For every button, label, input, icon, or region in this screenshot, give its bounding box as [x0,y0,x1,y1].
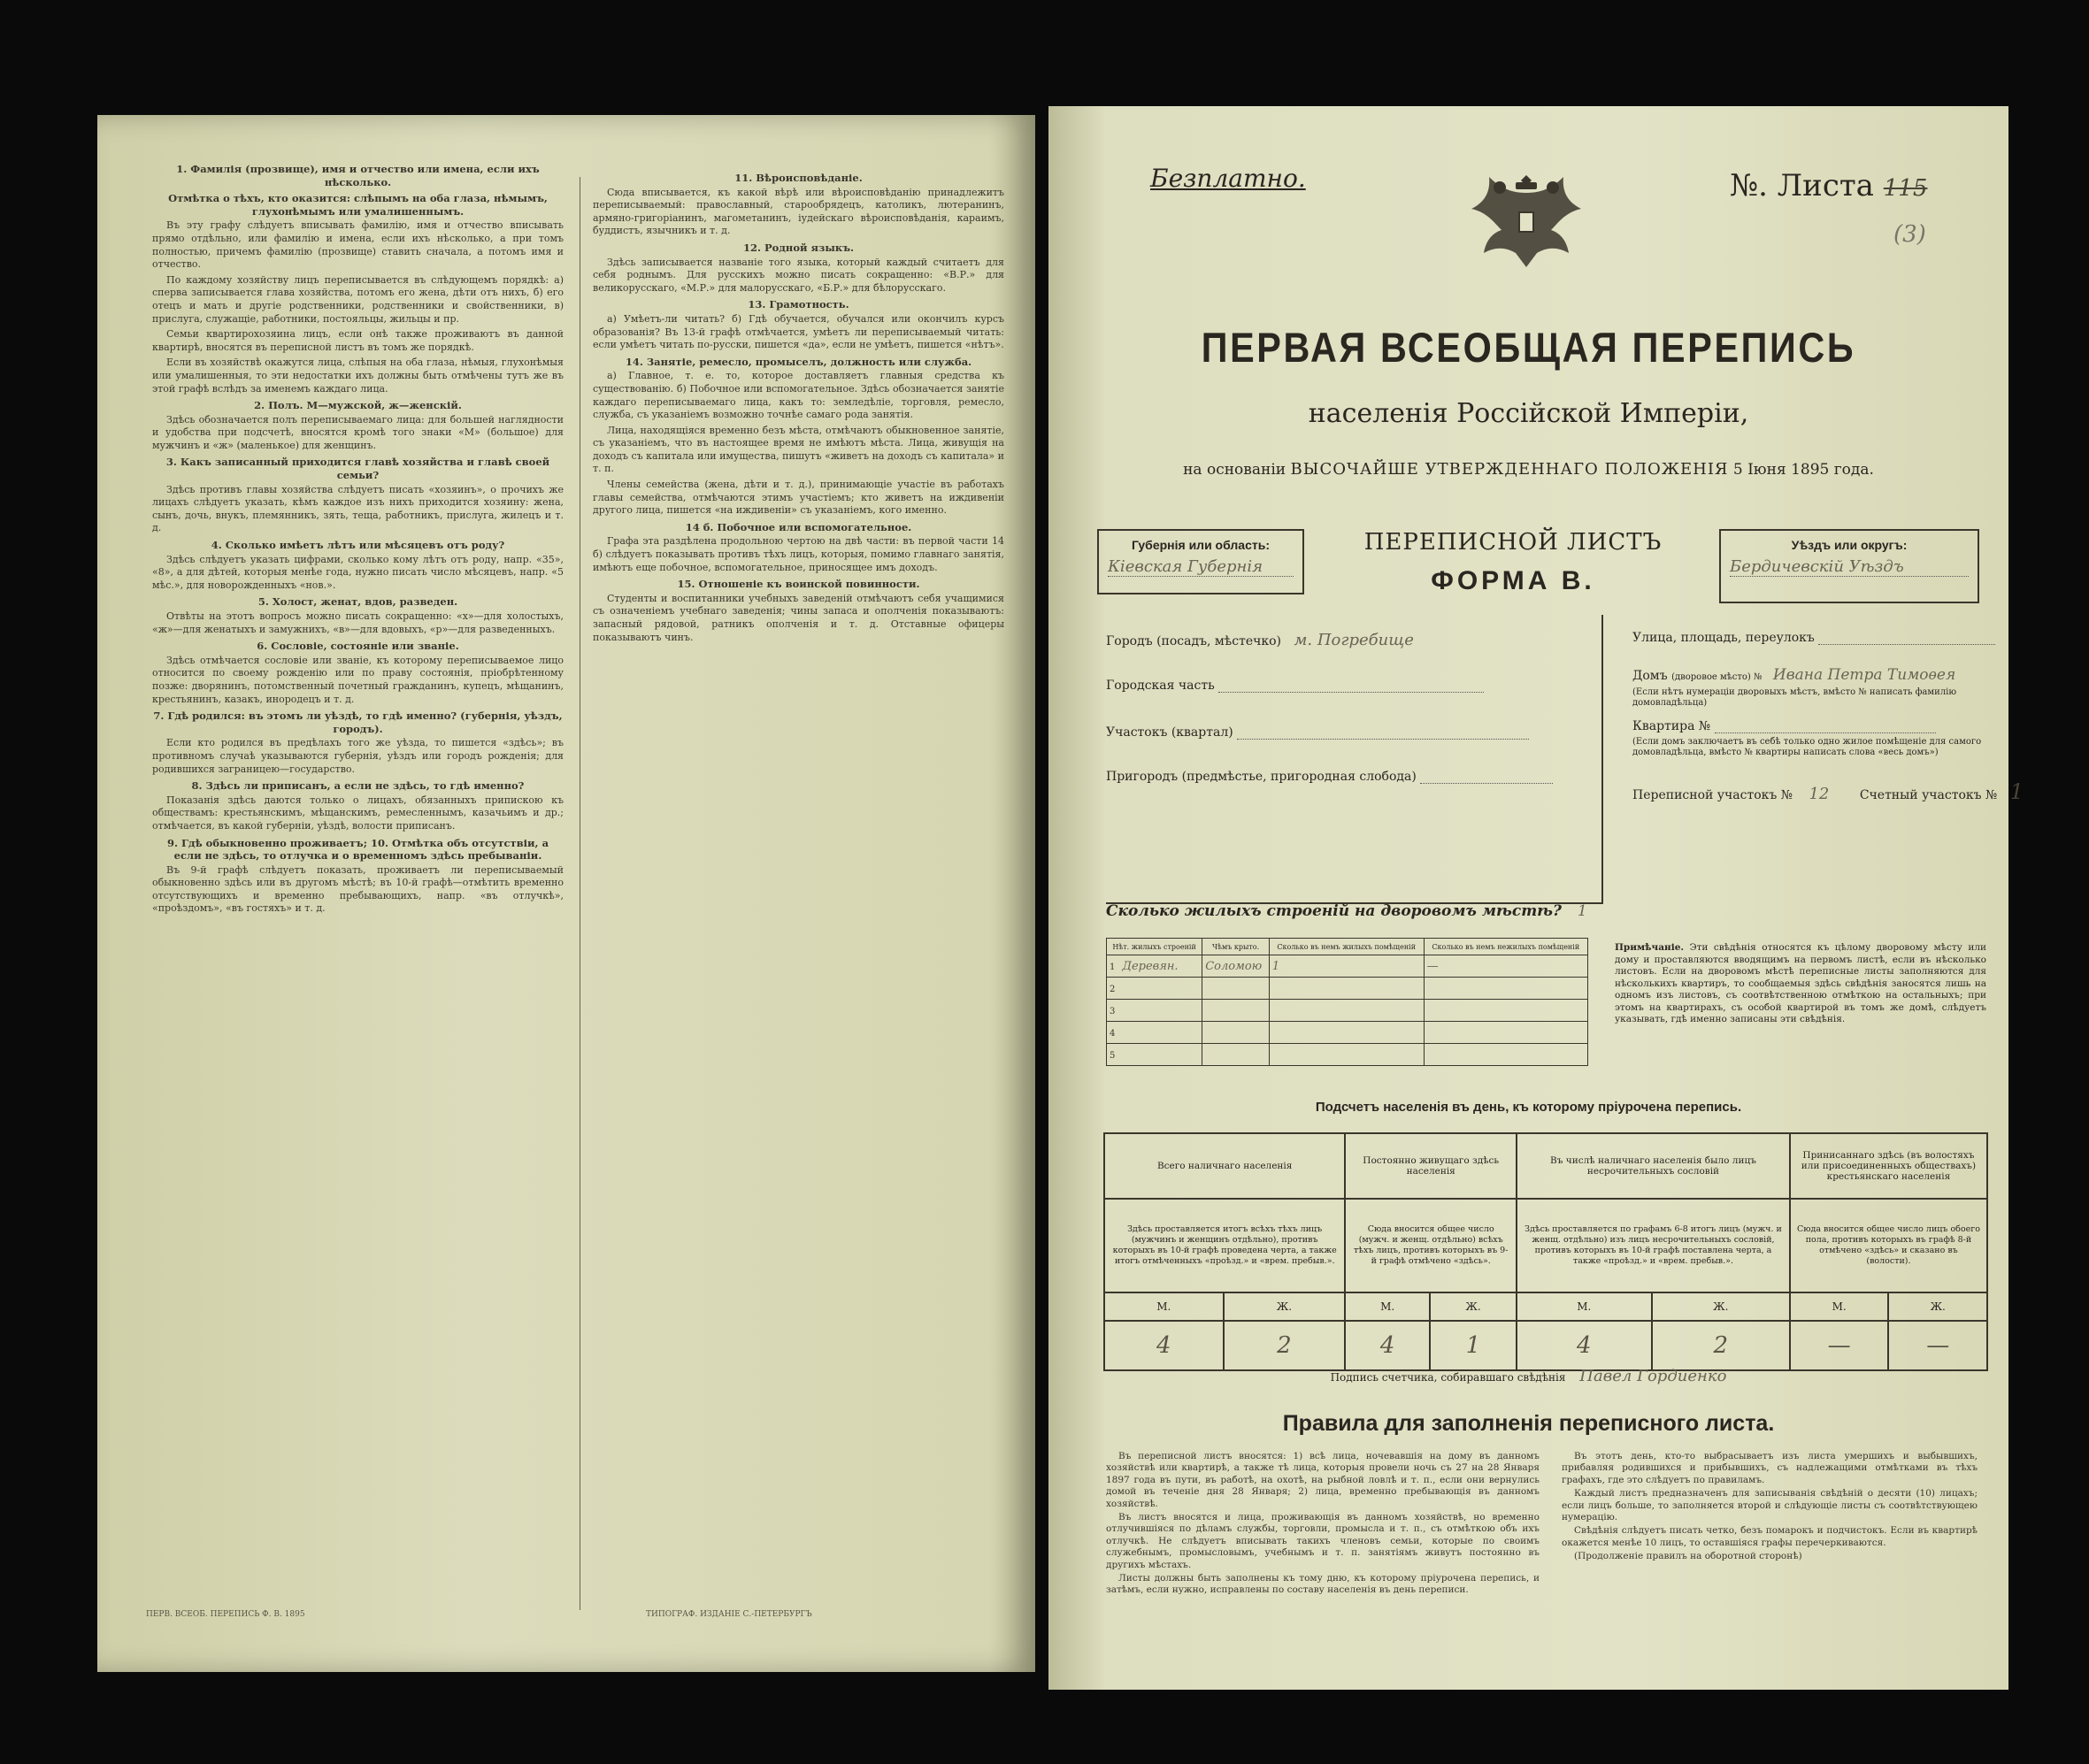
form-letter: ФОРМА В. [1431,566,1595,595]
uezd-box [1719,529,1979,603]
building-material[interactable]: Деревян. [1122,959,1179,973]
district-row [1632,779,2024,804]
signature-field[interactable]: Павел Гордиенко [1579,1367,1727,1385]
rules-paragraph: Свѣдѣнія слѣдуетъ писать четко, безъ помарокъ и подчистокъ. Если въ квартирѣ окажется менѣе 10 лицъ, то оставшіяся графы перечеркиваются. [1562,1525,1978,1548]
count-explanation-cell: Сюда вносится общее число лицъ обоего пола, противъ которыхъ въ графѣ 8-й отмѣчено «здѣсь» и сказано въ (волости). [1790,1199,1987,1292]
instruction-paragraph: Лица, находящіяся временно безъ мѣста, отмѣчаютъ обыкновенное занятіе, съ указаніемъ, что въ настоящее время не имѣютъ мѣста. Лица, живущія на доходъ съ капитала или имущества, пишутъ «живетъ на доходъ съ капитала» и т. п. [593,424,1004,475]
sheet-number-value: 115 [1883,175,1928,202]
city-field[interactable]: м. Погребище [1294,631,1414,649]
buildings-cell[interactable] [1424,1044,1587,1066]
house-sub-label: (дворовое мѣсто) № [1671,672,1763,682]
sheet-number [1730,168,1927,203]
buildings-table-row [1107,978,1588,1000]
uchastok-label: Участокъ (квартал) [1106,725,1233,740]
count-value-cell[interactable]: 2 [1652,1321,1790,1370]
buildings-cell[interactable] [1424,978,1587,1000]
section-heading: 15. Отношеніе къ воинской повинности. [677,578,920,591]
buildings-cell[interactable] [1269,978,1424,1000]
instruction-paragraph: Отвѣты на этотъ вопросъ можно писать сокращенно: «х»—для холостыхъ, «ж»—для женатыхъ и замужнихъ, «в»—для вдовыхъ, «р»—для разведенныхъ. [152,610,564,635]
guberniya-label: Губернія или область: [1131,538,1271,552]
buildings-row-number [1107,955,1202,978]
prigorod-field[interactable] [1420,783,1553,784]
section-heading: 3. Какъ записанный приходится главѣ хозяйства и главѣ своей семьи? [165,456,550,482]
instruction-paragraph: Студенты и воспитанники учебныхъ заведеній отмѣчаютъ себя учащимися съ означеніемъ учебнаго заведенія; чины запаса и ополченія показываютъ: запасный рядовой, ратникъ ополченія и т. д. Отставные офицеры показываютъ чинъ. [593,592,1004,643]
buildings-cell[interactable] [1269,1000,1424,1022]
city-part-field[interactable] [1218,692,1484,693]
buildings-cell[interactable] [1269,1022,1424,1044]
legal-basis-date: 5 Іюня 1895 года. [1732,461,1874,479]
rules-paragraph: Листы должны быть заполнены къ тому дню, къ которому пріурочена перепись, и затѣмъ, если нужно, исправлены по составу населенія въ день переписи. [1106,1573,1540,1596]
female-column-label: Ж. [1652,1292,1790,1321]
enumerator-signature [1048,1367,2008,1385]
count-explanation-cell: Здѣсь проставляется по графамъ 6-8 итогъ лицъ (мужч. и женщ. отдѣльно) изъ лицъ несрочительныхъ сословій, противъ которыхъ въ 10-й графѣ поставлена черта, а также «проѣзд.» и «врем. пребыв.». [1517,1199,1790,1292]
section-heading: 14 б. Побочное или вспомогательное. [685,520,912,533]
guberniya-box [1097,529,1304,594]
section-heading: 11. Вѣроисповѣданіе. [734,172,863,184]
uezd-field[interactable]: Бердичевскій Уѣздъ [1730,557,1969,577]
count-value-cell[interactable]: — [1888,1321,1987,1370]
rules-paragraph: Въ этотъ день, кто-то выбрасываетъ изъ листа умершихъ и выбывшихъ, прибавляя родившихся и прибывшихъ, съ надлежащими отмѣтками въ тѣхъ графахъ, где это слѣдуетъ по правиламъ. [1562,1451,1978,1485]
uezd-label: Уѣздъ или округъ: [1791,538,1908,552]
instruction-paragraph: Здѣсь записывается названіе того языка, который каждый считаетъ для себя роднымъ. Для русскихъ можно писать сокращенно: «В.Р.» для великорусскаго, «М.Р.» для малорусскаго, «Б.Р.» для бѣлорусскаго. [593,256,1004,294]
left-column-2 [593,168,1004,647]
double-headed-eagle-icon [1464,168,1588,274]
row-number: 3 [1110,1006,1116,1016]
house-field[interactable]: Ивана Петра Тимоѳея [1772,666,1956,684]
buildings-count-field[interactable]: 1 [1577,902,1587,920]
instruction-paragraph: Члены семейства (жена, дѣти и т. д.), принимающіе участіе въ работахъ главы семейства, отмѣчаются этимъ участіемъ; кто живетъ на иждивеніи другого лица, пишется «на иждивеніи» съ указаніемъ, кого именно. [593,479,1004,517]
row-number: 5 [1110,1050,1116,1061]
buildings-note [1615,942,1986,1026]
apartment-row [1632,719,1936,733]
city-label: Городъ (посадъ, мѣстечко) [1106,634,1282,648]
row-number: 2 [1110,984,1116,994]
address-left-block [1106,615,1603,904]
note-text: Эти свѣдѣнія относятся къ цѣлому дворовому мѣсту или дому и проставляются вводящимъ на первомъ листѣ, если въ нѣсколько листовъ. Если на дворовомъ мѣстѣ переписные листы заполняются для нѣсколькихъ квартиръ, то сообщаемыя здѣсь свѣдѣнія заносятся лишь на одномъ изъ листовъ, съ соотвѣтственною отмѣткою на остальныхъ; при этомъ на квартирахъ, съ особой квартирой въ томъ же домѣ, слѣдуетъ указывать, гдѣ именно записаны эти свѣдѣнія. [1615,942,1987,1024]
male-column-label: М. [1790,1292,1889,1321]
row-number: 4 [1110,1028,1116,1039]
buildings-cell[interactable]: Соломою [1202,955,1270,978]
instruction-paragraph: Здѣсь обозначается полъ переписываемаго лица: для большей наглядности и удобства при подсчетѣ, вносятся кромѣ того знаки «М» (большое) для мужчинъ и «ж» (маленькое) для женщинъ. [152,413,564,451]
apartment-field[interactable] [1715,732,1936,733]
population-count-table [1103,1132,1988,1371]
female-column-label: Ж. [1224,1292,1346,1321]
instruction-paragraph: а) Умѣетъ-ли читать? б) Гдѣ обучается, обучался или окончилъ курсъ образованія? Въ 13-й графѣ отмѣчается, умѣетъ ли переписываемый читать: если умѣетъ читать по-русски, пишется «да», если не умѣетъ, пишется «нѣтъ». [593,312,1004,351]
instruction-paragraph: Если кто родился въ предѣлахъ того же уѣзда, то пишется «здѣсь»; въ противномъ случаѣ указываются губернія, уѣздъ или городъ рожденія; для родившихся заграницею—государство. [152,737,564,775]
count-explanation-cell: Сюда вносится общее число (мужч. и женщ. отдѣльно) всѣхъ тѣхъ лицъ, противъ которыхъ въ 9-й графѣ отмѣчено «здѣсь». [1345,1199,1517,1292]
instruction-paragraph: Показанія здѣсь даются только о лицахъ, обязанныхъ припискою къ обществамъ: крестьянскимъ, мѣщанскимъ, ремесленнымъ, казачьимъ и др.; отмѣчается, въ какой губерніи, уѣздѣ, волости приписанъ. [152,794,564,832]
instruction-paragraph: Здѣсь отмѣчается сословіе или званіе, къ которому переписываемое лицо относится по своему рожденію или по праву состоянія, пріобрѣтенному позже: дворянинъ, потомственный почетный гражданинъ, купецъ, мѣщанинъ, крестьянинъ, казакъ, инородецъ и т. д. [152,654,564,705]
buildings-cell[interactable] [1424,1000,1587,1022]
buildings-table-row [1107,955,1588,978]
section-heading: 14. Занятіе, ремесло, промыселъ, должность или служба. [625,355,972,368]
free-label: Безплатно. [1150,164,1306,193]
female-column-label: Ж. [1430,1292,1517,1321]
buildings-header-cell: Сколько въ немъ жилыхъ помѣщеній [1269,939,1424,955]
buildings-question-text: Сколько жилыхъ строеній на дворовомъ мѣстѣ? [1106,902,1562,920]
census-district-label: Переписной участокъ № [1632,788,1793,802]
section-heading: 9. Гдѣ обыкновенно проживаетъ; 10. Отмѣтка объ отсутствіи, а если не здѣсь, то отлучка и о временномъ здѣсь пребываніи. [166,836,549,863]
buildings-header-cell: Нѣт. жилыхъ строеній [1107,939,1202,955]
section-heading: 13. Грамотность. [748,298,849,311]
count-district-field[interactable]: 1 [2009,779,2024,804]
left-page [97,115,1035,1672]
instruction-paragraph: а) Главное, т. е. то, которое доставляетъ главныя средства къ существованію. б) Побочное или вспомогательное. Здѣсь обозначается занятіе каждаго переписываемаго лица, какъ то: земледѣліе, торговля, ремесло, служба, съ указаніемъ возможно точнѣе самаго рода занятія. [593,370,1004,421]
buildings-cell[interactable] [1202,1022,1270,1044]
city-row [1106,631,1414,649]
instruction-paragraph: Семьи квартирохозяина лицъ, если онѣ также проживаютъ въ данной квартирѣ, вносятся въ переписной листъ въ томъ же порядкѣ. [152,328,564,353]
apartment-label: Квартира № [1632,719,1711,733]
rules-paragraph: Въ переписной листъ вносятся: 1) всѣ лица, ночевавшія на дому въ данномъ хозяйствѣ или квартирѣ, а также тѣ лица, которыя провели ночь съ 27 на 28 Января 1897 года въ пути, въ работѣ, на охотѣ, на рыбной ловлѣ и т. п., если они вернулись домой въ теченіе дня 28 Января; 2) лица, временно пребывающія въ данномъ хозяйствѣ. [1106,1451,1540,1509]
buildings-row-number [1107,978,1202,1000]
census-subtitle: населенія Россійской Имперіи, [1308,398,1749,429]
signature-label: Подпись счетчика, собиравшаго свѣдѣнія [1330,1371,1566,1384]
buildings-table-row [1107,1022,1588,1044]
apartment-note: (Если домъ заключаетъ въ себѣ только одно жилое помѣщеніе для самого домовладѣльца, вмѣсто № квартиры написать слова «весь домъ») [1632,737,1982,757]
count-value-cell[interactable]: 4 [1345,1321,1430,1370]
sheet-number-label: №. Листа [1730,168,1874,203]
section-heading: 6. Сословіе, состояніе или званіе. [257,640,459,653]
buildings-table [1106,938,1588,1066]
uchastok-field[interactable] [1237,739,1529,740]
right-page [1048,106,2024,1690]
left-column-1 [152,159,564,918]
street-label: Улица, площадь, переулокъ [1632,631,1815,645]
buildings-row-number [1107,1000,1202,1022]
buildings-table-row [1107,1000,1588,1022]
instruction-paragraph: Сюда вписывается, къ какой вѣрѣ или вѣроисповѣданію принадлежитъ переписываемый: православный, старообрядецъ, католикъ, лютеранинъ, армяно-григоріанинъ, магометанинъ, іудейскаго вѣроисповѣданія, караимъ, буддистъ, язычникъ и т. д. [593,186,1004,237]
count-district-label: Счетный участокъ № [1859,788,1998,802]
buildings-cell[interactable]: — [1424,955,1587,978]
rules-paragraph: (Продолженіе правилъ на оборотной сторонѣ) [1574,1551,1802,1562]
instruction-paragraph: Въ эту графу слѣдуетъ вписывать фамилію, имя и отчество вписывать прямо отдѣльно, или фамилію и имена, если ихъ нѣсколько, а при томъ полностью, причемъ фамилію (прозвище) ставить сначала, а потомъ имя и отчество. [152,219,564,271]
count-header-cell: Постоянно живущаго здѣсь населенія [1345,1133,1517,1199]
buildings-cell[interactable] [1424,1022,1587,1044]
prigorod-row [1106,770,1553,784]
buildings-header-cell: Чѣмъ крыто. [1202,939,1270,955]
instruction-paragraph: По каждому хозяйству лицъ переписывается въ слѣдующемъ порядкѣ: а) сперва записывается глава хозяйства, потомъ его жена, дѣти отъ нихъ, б) его отецъ и мать и другіе родственники, родственники и свойственники, в) прислуга, служащіе, работники, постояльцы, жильцы и пр. [152,273,564,325]
female-column-label: Ж. [1888,1292,1987,1321]
buildings-cell[interactable] [1202,1000,1270,1022]
count-value-cell[interactable]: 4 [1517,1321,1652,1370]
city-part-row [1106,679,1484,693]
uchastok-row [1106,725,1529,740]
buildings-cell[interactable]: 1 [1269,955,1424,978]
instruction-paragraph: Въ 9-й графѣ слѣдуетъ показать, проживаетъ ли переписываемый обыкновенно здѣсь или въ другомъ мѣстѣ; въ 10-й графѣ—отмѣтить временно отсутствующихъ и временно пребывающихъ, напр. «въ отлучкѣ», «проѣздомъ», «въ гостяхъ» и т. д. [152,863,564,915]
house-note: (Если нѣтъ нумераціи дворовыхъ мѣстъ, вмѣсто № написать фамилію домовладѣльца) [1632,687,1957,708]
buildings-header-cell: Сколько въ немъ нежилыхъ помѣщеній [1424,939,1587,955]
instruction-paragraph: Здѣсь противъ главы хозяйства слѣдуетъ писать «хозяинъ», о прочихъ же лицахъ слѣдуетъ указать, кѣмъ каждое изъ нихъ приходится хозяину: жена, сынъ, дочь, внукъ, племянникъ, зять, теща, работникъ, прислуга, жилецъ и т. д. [152,483,564,534]
count-header-cell: Принисаннаго здѣсь (въ волостяхъ или присоединенныхъ обществахъ) крестьянскаго населенія [1790,1133,1987,1199]
count-values-row [1104,1321,1987,1370]
count-value-cell[interactable]: 4 [1104,1321,1224,1370]
census-district-field[interactable]: 12 [1809,785,1830,803]
male-column-label: М. [1345,1292,1430,1321]
section-heading: 12. Родной языкъ. [742,241,855,254]
buildings-cell[interactable] [1202,978,1270,1000]
count-header-row [1104,1133,1987,1199]
section-heading: 7. Гдѣ родился: въ этомъ ли уѣздѣ, то гдѣ именно? (губернія, уѣздъ, городъ). [153,709,563,735]
prigorod-label: Пригородъ (предмѣстье, пригородная слобода) [1106,770,1417,784]
house-label: Домъ [1632,669,1668,683]
section-heading: 2. Полъ. М—мужской, ж—женскій. [254,399,462,412]
section-heading: 5. Холост, женат, вдов, разведен. [257,595,458,609]
buildings-cell[interactable] [1269,1044,1424,1066]
count-value-cell[interactable]: 1 [1430,1321,1517,1370]
count-value-cell[interactable]: — [1790,1321,1889,1370]
legal-basis [1048,460,2008,479]
house-row [1632,666,1955,684]
buildings-table-row [1107,1044,1588,1066]
count-header-cell: Въ числѣ наличнаго населенія было лицъ несрочительныхъ сословій [1517,1133,1790,1199]
section-heading: 8. Здѣсь ли приписанъ, а если не здѣсь, то гдѣ именно? [191,779,525,793]
count-explanation-row [1104,1199,1987,1292]
count-sex-row [1104,1292,1987,1321]
legal-basis-caps: ВЫСОЧАЙШЕ УТВЕРЖДЕННАГО ПОЛОЖЕНІЯ [1290,460,1729,479]
male-column-label: М. [1517,1292,1652,1321]
street-field[interactable] [1818,644,1995,645]
guberniya-field[interactable]: Кіевская Губернія [1108,557,1294,577]
buildings-row-number [1107,1022,1202,1044]
legal-basis-prefix: на основаніи [1183,461,1286,479]
buildings-cell[interactable] [1202,1044,1270,1066]
section-heading: 1. Фамилія (прозвище), имя и отчество или имена, если ихъ нѣсколько. [176,163,540,188]
section-heading: Отмѣтка о тѣхъ, кто оказится: слѣпымъ на оба глаза, нѣмымъ, глухонѣмымъ или умалишеннымъ. [168,192,548,218]
count-value-cell[interactable]: 2 [1224,1321,1346,1370]
buildings-question [1106,902,1587,920]
rules-column-1 [1106,1451,1540,1599]
form-title: ПЕРЕПИСНОЙ ЛИСТЪ [1363,529,1663,556]
note-title: Примѣчаніе. [1615,942,1685,953]
city-part-label: Городская часть [1106,679,1215,693]
count-explanation-cell: Здѣсь проставляется итогъ всѣхъ тѣхъ лицъ (мужчинъ и женщинъ отдѣльно), противъ которыхъ въ 10-й графѣ проведена черта, а также итогъ отмѣченныхъ «проѣзд.» и «врем. пребыв.». [1104,1199,1345,1292]
instruction-paragraph: Если въ хозяйствѣ окажутся лица, слѣпыя на оба глаза, нѣмыя, глухонѣмыя или умалишенныя, то эти недостатки ихъ должны быть отмѣчены тутъ же въ этой графѣ вслѣдъ за именемъ каждаго лица. [152,357,564,395]
census-title: ПЕРВАЯ ВСЕОБЩАЯ ПЕРЕПИСЬ [1201,324,1856,371]
rules-paragraph: Каждый листъ предназначенъ для записыванія свѣдѣній о десяти (10) лицахъ; если лицъ больше, то заполняется второй и слѣдующіе листы съ соотвѣтствующею нумерацію. [1562,1488,1978,1523]
rules-paragraph: Въ листъ вносятся и лица, проживающія въ данномъ хозяйствѣ, но временно отлучившіяся по дѣламъ службы, торговли, промысла и т. п., съ отмѣткою объ ихъ отлучкѣ. Не слѣдуетъ вписывать такихъ членовъ семьи, которые по своимъ служебнымъ, промысловымъ, учебнымъ и т. п. занятіямъ живутъ постоянно въ другихъ мѣстахъ. [1106,1512,1540,1570]
male-column-label: М. [1104,1292,1224,1321]
pencil-note: (3) [1893,221,1926,248]
instruction-paragraph: Графа эта раздѣлена продольною чертою на двѣ части: въ первой части 14 б) слѣдуетъ показывать противъ тѣхъ лицъ, которыя, помимо главнаго занятія, имѣютъ еще побочное, вспомогательное, приносящее имъ доходъ. [593,535,1004,573]
count-header-cell: Всего наличнаго населенія [1104,1133,1345,1199]
street-row [1632,631,1995,645]
buildings-table-header [1107,939,1588,955]
footer-imprint-left: ПЕРВ. ВСЕОБ. ПЕРЕПИСЬ Ф. В. 1895 [146,1610,305,1619]
population-count-title: Подсчетъ населенія въ день, къ которому пріурочена перепись. [1315,1100,1742,1115]
rules-title: Правила для заполненія переписного листа. [1282,1411,1775,1436]
rules-column-2 [1562,1451,1978,1565]
footer-imprint-right: ТИПОГРАФ. ИЗДАНІЕ С.-ПЕТЕРБУРГЪ [646,1610,812,1619]
section-heading: 4. Сколько имѣетъ лѣтъ или мѣсяцевъ отъ роду? [211,539,505,552]
instruction-paragraph: Здѣсь слѣдуетъ указать цифрами, сколько кому лѣтъ отъ роду, напр. «35», «8», а для дѣтей, которыя менѣе года, нужно писать число мѣсяцевъ, напр. «5 мѣс.», для новорожденныхъ «нов.». [152,553,564,591]
buildings-row-number [1107,1044,1202,1066]
row-number: 1 [1110,962,1116,972]
